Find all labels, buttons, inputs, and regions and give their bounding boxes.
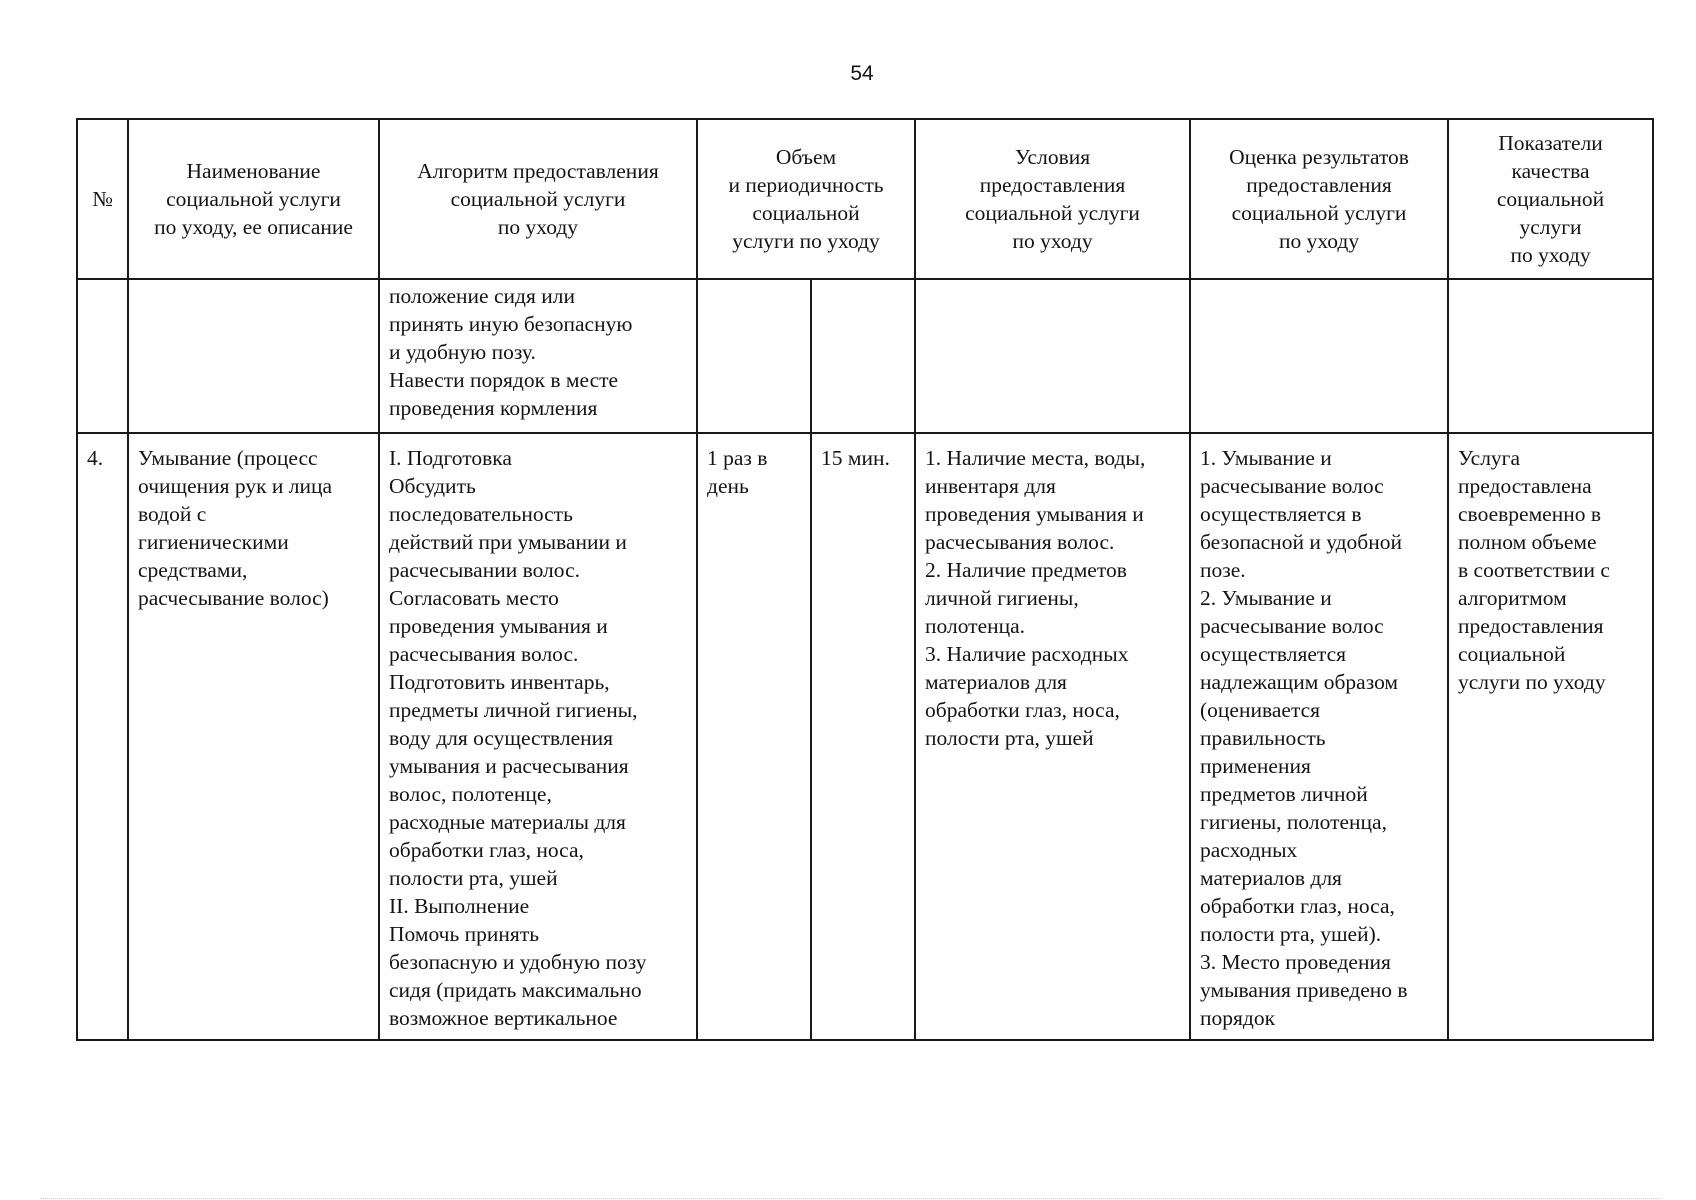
header-service-name: Наименование социальной услуги по уходу, ее описание bbox=[128, 119, 379, 279]
header-algorithm: Алгоритм предоставления социальной услуги по уходу bbox=[379, 119, 697, 279]
header-evaluation: Оценка результатов предоставления социальной услуги по уходу bbox=[1190, 119, 1448, 279]
cell-conditions: 1. Наличие места, воды, инвентаря для проведения умывания и расчесывания волос. 2. Наличие предметов личной гигиены, полотенца. 3. Наличие расходных материалов для обработки глаз, носа, полости рта, ушей bbox=[915, 433, 1190, 1040]
cell-periodicity bbox=[697, 279, 811, 433]
cell-evaluation: 1. Умывание и расчесывание волос осуществляется в безопасной и удобной позе. 2. Умывание и расчесывание волос осуществляется надлежащим образом (оценивается правильность применения предметов личной гигиены, полотенца, расходных материалов для обработки глаз, носа, полости рта, ушей). 3. Место проведения умывания приведено в порядок bbox=[1190, 433, 1448, 1040]
cell-number bbox=[77, 279, 128, 433]
cell-number: 4. bbox=[77, 433, 128, 1040]
table-row-4 bbox=[77, 433, 1653, 1040]
header-volume-periodicity: Объем и периодичность социальной услуги по уходу bbox=[697, 119, 915, 279]
table-header-row bbox=[77, 119, 1653, 279]
header-conditions: Условия предоставления социальной услуги по уходу bbox=[915, 119, 1190, 279]
social-services-table bbox=[76, 118, 1654, 1041]
cell-quality bbox=[1448, 279, 1653, 433]
cell-algorithm: положение сидя или принять иную безопасную и удобную позу. Навести порядок в месте проведения кормления bbox=[379, 279, 697, 433]
cell-duration bbox=[811, 279, 915, 433]
cell-conditions bbox=[915, 279, 1190, 433]
header-number: № bbox=[77, 119, 128, 279]
cell-duration: 15 мин. bbox=[811, 433, 915, 1040]
cell-quality: Услуга предоставлена своевременно в полном объеме в соответствии с алгоритмом предоставления социальной услуги по уходу bbox=[1448, 433, 1653, 1040]
cell-periodicity: 1 раз в день bbox=[697, 433, 811, 1040]
header-quality: Показатели качества социальной услуги по уходу bbox=[1448, 119, 1653, 279]
cell-service-name bbox=[128, 279, 379, 433]
cell-algorithm: I. Подготовка Обсудить последовательность действий при умывании и расчесывании волос. Согласовать место проведения умывания и расчесывания волос. Подготовить инвентарь, предметы личной гигиены, воду для осуществления умывания и расчесывания волос, полотенце, расходные материалы для обработки глаз, носа, полости рта, ушей II. Выполнение Помочь принять безопасную и удобную позу сидя (придать максимально возможное вертикальное bbox=[379, 433, 697, 1040]
cell-service-name: Умывание (процесс очищения рук и лица водой с гигиеническими средствами, расчесывание волос) bbox=[128, 433, 379, 1040]
table-row-continuation bbox=[77, 279, 1653, 433]
page-number: 54 bbox=[850, 62, 874, 85]
cell-evaluation bbox=[1190, 279, 1448, 433]
